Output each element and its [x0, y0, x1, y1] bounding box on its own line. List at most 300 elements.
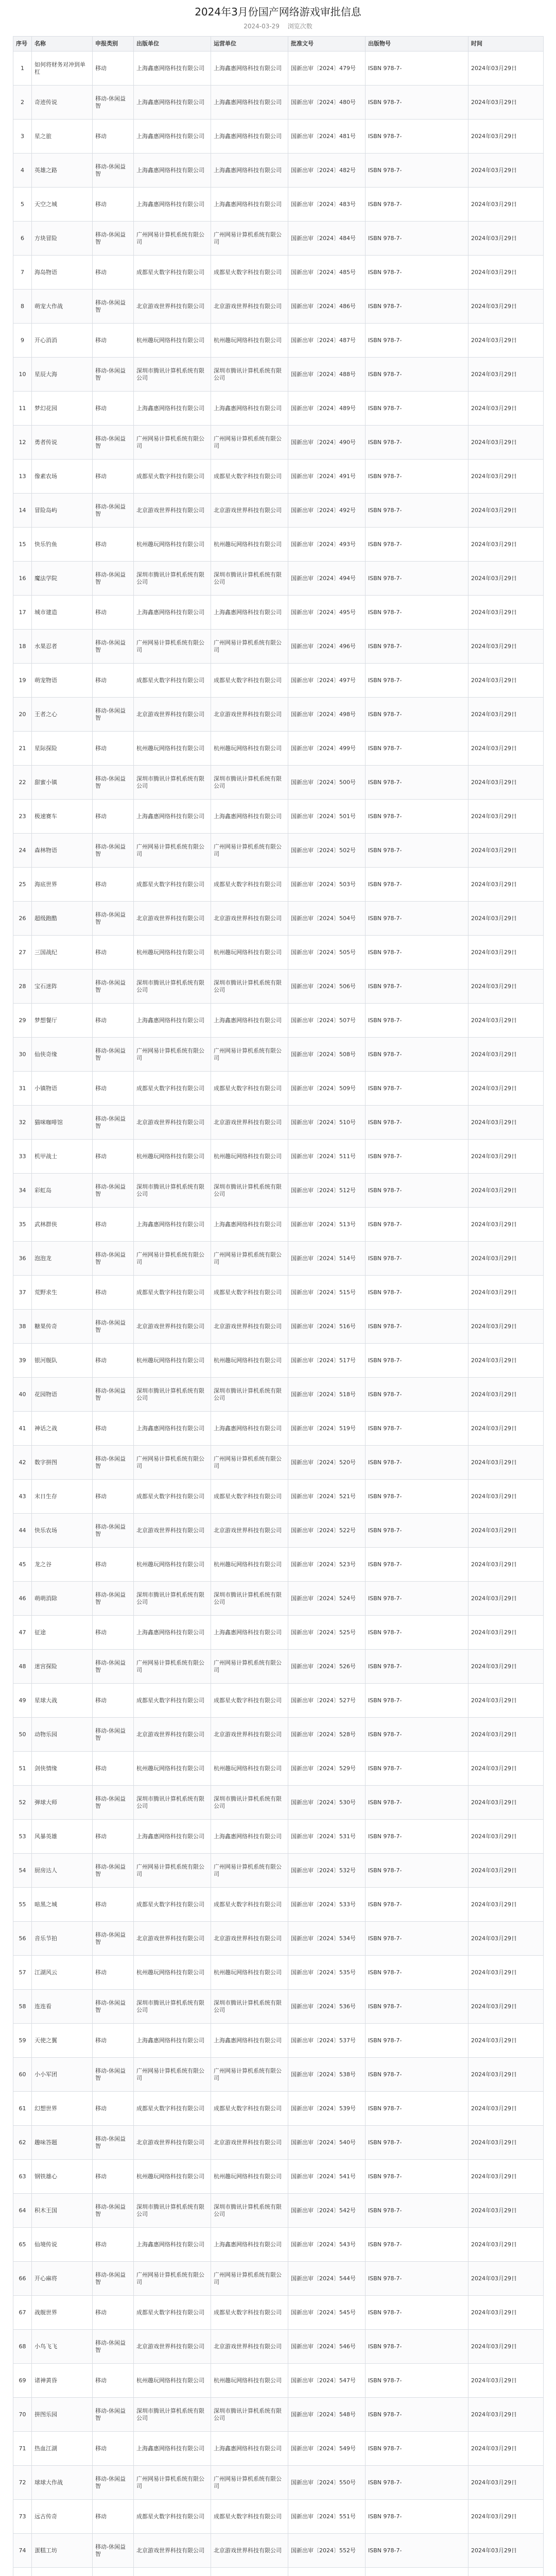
operator-cell: 广州网易计算机系统有限公司	[211, 834, 288, 868]
table-row	[13, 1174, 544, 1208]
table-row	[13, 2330, 544, 2364]
publication-number-cell: ISBN 978-7-	[366, 2534, 468, 2568]
operator-cell: 上海鑫惠网络科技有限公司	[211, 2432, 288, 2466]
operator-cell: 北京游戏世界科技有限公司	[211, 1718, 288, 1752]
row-index-cell: 42	[13, 1446, 32, 1480]
publication-number-cell: ISBN 978-7-	[366, 222, 468, 256]
game-name-cell: 迷宫探险	[32, 1650, 93, 1684]
game-name-cell: 积木王国	[32, 2194, 93, 2228]
approval-date-cell: 2024年03月29日	[468, 324, 544, 358]
category-cell: 移动	[93, 1004, 134, 1038]
publication-number-cell: ISBN 978-7-	[366, 2330, 468, 2364]
game-name-cell: 小鸟飞飞	[32, 2330, 93, 2364]
row-index-cell: 15	[13, 528, 32, 562]
publisher-cell: 上海鑫惠网络科技有限公司	[134, 2024, 211, 2058]
publisher-cell: 上海鑫惠网络科技有限公司	[134, 1820, 211, 1854]
game-name-cell: 梦幻花园	[32, 392, 93, 426]
row-index-cell: 47	[13, 1616, 32, 1650]
category-cell: 移动	[93, 1820, 134, 1854]
operator-cell: 杭州趣玩网络科技有限公司	[211, 1956, 288, 1990]
approval-date-cell: 2024年03月29日	[468, 1922, 544, 1956]
table-row	[13, 1004, 544, 1038]
table-row	[13, 1038, 544, 1072]
operator-cell: 上海鑫惠网络科技有限公司	[211, 1208, 288, 1242]
column-header-publisher: 出版单位	[134, 37, 211, 52]
approval-date-cell: 2024年03月29日	[468, 1854, 544, 1888]
approval-date-cell: 2024年03月29日	[468, 120, 544, 154]
game-name-cell: 热血江湖	[32, 2432, 93, 2466]
approval-number-cell: 国新出审〔2024〕506号	[288, 970, 366, 1004]
game-name-cell: 拼图乐园	[32, 2398, 93, 2432]
publication-number-cell: ISBN 978-7-	[366, 1242, 468, 1276]
operator-cell: 杭州趣玩网络科技有限公司	[211, 936, 288, 970]
approval-date-cell: 2024年03月29日	[468, 1004, 544, 1038]
table-row	[13, 188, 544, 222]
game-name-cell: 魔法学院	[32, 562, 93, 596]
approval-number-cell: 国新出审〔2024〕550号	[288, 2466, 366, 2500]
table-row	[13, 1888, 544, 1922]
row-index-cell: 74	[13, 2534, 32, 2568]
approval-date-cell: 2024年03月29日	[468, 460, 544, 494]
category-cell: 移动-休闲益智	[93, 1446, 134, 1480]
operator-cell	[211, 2568, 288, 2576]
approval-date-cell: 2024年03月29日	[468, 1276, 544, 1310]
approval-number-cell: 国新出审〔2024〕498号	[288, 698, 366, 732]
approval-date-cell: 2024年03月29日	[468, 1548, 544, 1582]
column-header-index: 序号	[13, 37, 32, 52]
game-name-cell: 萌萌消除	[32, 1582, 93, 1616]
publication-number-cell: ISBN 978-7-	[366, 2160, 468, 2194]
operator-cell: 上海鑫惠网络科技有限公司	[211, 1412, 288, 1446]
table-row	[13, 290, 544, 324]
game-name-cell: 厨房达人	[32, 1854, 93, 1888]
approval-number-cell: 国新出审〔2024〕503号	[288, 868, 366, 902]
game-name-cell: 宝石迷阵	[32, 970, 93, 1004]
publisher-cell: 深圳市腾讯计算机系统有限公司	[134, 1174, 211, 1208]
category-cell: 移动	[93, 2432, 134, 2466]
publisher-cell: 杭州趣玩网络科技有限公司	[134, 732, 211, 766]
approval-number-cell: 国新出审〔2024〕551号	[288, 2500, 366, 2534]
approval-number-cell: 国新出审〔2024〕484号	[288, 222, 366, 256]
publication-number-cell: ISBN 978-7-	[366, 1514, 468, 1548]
category-cell: 移动-休闲益智	[93, 1514, 134, 1548]
row-index-cell: 71	[13, 2432, 32, 2466]
game-name-cell: 荒野求生	[32, 1276, 93, 1310]
operator-cell: 上海鑫惠网络科技有限公司	[211, 188, 288, 222]
game-name-cell: 海岛物语	[32, 256, 93, 290]
approval-date-cell: 2024年03月29日	[468, 188, 544, 222]
row-index-cell: 10	[13, 358, 32, 392]
approval-date-cell: 2024年03月29日	[468, 2500, 544, 2534]
table-row	[13, 2296, 544, 2330]
table-row	[13, 1718, 544, 1752]
category-cell: 移动-休闲益智	[93, 2534, 134, 2568]
operator-cell: 北京游戏世界科技有限公司	[211, 2126, 288, 2160]
category-cell: 移动	[93, 188, 134, 222]
category-cell: 移动-休闲益智	[93, 2398, 134, 2432]
publisher-cell: 深圳市腾讯计算机系统有限公司	[134, 1786, 211, 1820]
approval-date-cell: 2024年03月29日	[468, 1174, 544, 1208]
operator-cell: 深圳市腾讯计算机系统有限公司	[211, 1378, 288, 1412]
publication-number-cell: ISBN 978-7-	[366, 1718, 468, 1752]
operator-cell: 上海鑫惠网络科技有限公司	[211, 1004, 288, 1038]
category-cell: 移动	[93, 2296, 134, 2330]
category-cell: 移动-休闲益智	[93, 1854, 134, 1888]
approval-number-cell: 国新出审〔2024〕543号	[288, 2228, 366, 2262]
row-index-cell: 11	[13, 392, 32, 426]
operator-cell: 杭州趣玩网络科技有限公司	[211, 324, 288, 358]
approval-date-cell: 2024年03月29日	[468, 1718, 544, 1752]
operator-cell: 成都星火数字科技有限公司	[211, 664, 288, 698]
table-row	[13, 1106, 544, 1140]
game-name-cell: 花园物语	[32, 1378, 93, 1412]
approval-date-cell: 2024年03月29日	[468, 1514, 544, 1548]
publisher-cell: 杭州趣玩网络科技有限公司	[134, 1548, 211, 1582]
game-name-cell: 动物乐园	[32, 1718, 93, 1752]
game-name-cell: 开心麻将	[32, 2262, 93, 2296]
table-row	[13, 1616, 544, 1650]
approval-date-cell: 2024年03月29日	[468, 596, 544, 630]
publisher-cell: 上海鑫惠网络科技有限公司	[134, 1412, 211, 1446]
category-cell: 移动-休闲益智	[93, 2058, 134, 2092]
table-row	[13, 2500, 544, 2534]
operator-cell: 成都星火数字科技有限公司	[211, 1888, 288, 1922]
row-index-cell: 60	[13, 2058, 32, 2092]
approval-date-cell: 2024年03月29日	[468, 2024, 544, 2058]
column-header-publication-number: 出版物号	[366, 37, 468, 52]
publication-number-cell: ISBN 978-7-	[366, 936, 468, 970]
category-cell: 移动	[93, 1616, 134, 1650]
operator-cell: 杭州趣玩网络科技有限公司	[211, 1344, 288, 1378]
row-index-cell: 16	[13, 562, 32, 596]
category-cell: 移动-休闲益智	[93, 1786, 134, 1820]
publication-number-cell: ISBN 978-7-	[366, 358, 468, 392]
table-row	[13, 2126, 544, 2160]
publication-number-cell: ISBN 978-7-	[366, 596, 468, 630]
category-cell: 移动-休闲益智	[93, 1038, 134, 1072]
approval-date-cell: 2024年03月29日	[468, 2092, 544, 2126]
row-index-cell: 21	[13, 732, 32, 766]
category-cell: 移动	[93, 1412, 134, 1446]
table-row	[13, 902, 544, 936]
game-name-cell: 暗黑之城	[32, 1888, 93, 1922]
row-index-cell: 67	[13, 2296, 32, 2330]
game-name-cell: 战舰世界	[32, 2296, 93, 2330]
operator-cell: 北京游戏世界科技有限公司	[211, 290, 288, 324]
row-index-cell: 55	[13, 1888, 32, 1922]
table-row	[13, 766, 544, 800]
operator-cell: 上海鑫惠网络科技有限公司	[211, 1820, 288, 1854]
publication-number-cell: ISBN 978-7-	[366, 1922, 468, 1956]
approval-date-cell: 2024年03月29日	[468, 1208, 544, 1242]
approval-number-cell: 国新出审〔2024〕502号	[288, 834, 366, 868]
table-row	[13, 1310, 544, 1344]
operator-cell: 杭州趣玩网络科技有限公司	[211, 528, 288, 562]
table-row	[13, 358, 544, 392]
game-name-cell: 小小军团	[32, 2058, 93, 2092]
approval-number-cell: 国新出审〔2024〕481号	[288, 120, 366, 154]
table-row	[13, 970, 544, 1004]
publisher-cell: 广州网易计算机系统有限公司	[134, 1854, 211, 1888]
publication-number-cell: ISBN 978-7-	[366, 494, 468, 528]
operator-cell: 上海鑫惠网络科技有限公司	[211, 596, 288, 630]
approval-number-cell: 国新出审〔2024〕533号	[288, 1888, 366, 1922]
row-index-cell: 37	[13, 1276, 32, 1310]
table-row	[13, 1650, 544, 1684]
publication-number-cell: ISBN 978-7-	[366, 1174, 468, 1208]
table-row	[13, 1922, 544, 1956]
publisher-cell: 北京游戏世界科技有限公司	[134, 2126, 211, 2160]
publication-number-cell: ISBN 978-7-	[366, 2194, 468, 2228]
publisher-cell: 杭州趣玩网络科技有限公司	[134, 1344, 211, 1378]
row-index-cell: 69	[13, 2364, 32, 2398]
game-name-cell: 英雄之路	[32, 154, 93, 188]
table-row	[13, 2568, 544, 2576]
category-cell: 移动	[93, 868, 134, 902]
game-name-cell: 萌宠物语	[32, 664, 93, 698]
category-cell: 移动-休闲益智	[93, 1922, 134, 1956]
operator-cell: 上海鑫惠网络科技有限公司	[211, 86, 288, 120]
views-label: 浏览次数	[287, 23, 312, 30]
publisher-cell: 北京游戏世界科技有限公司	[134, 1106, 211, 1140]
table-row	[13, 1344, 544, 1378]
approval-date-cell: 2024年03月29日	[468, 562, 544, 596]
approval-date-cell: 2024年03月29日	[468, 970, 544, 1004]
approval-number-cell: 国新出审〔2024〕515号	[288, 1276, 366, 1310]
approval-date-cell: 2024年03月29日	[468, 1480, 544, 1514]
approval-number-cell: 国新出审〔2024〕487号	[288, 324, 366, 358]
approval-date-cell: 2024年03月29日	[468, 1038, 544, 1072]
publication-number-cell: ISBN 978-7-	[366, 154, 468, 188]
approval-number-cell: 国新出审〔2024〕526号	[288, 1650, 366, 1684]
publisher-cell: 深圳市腾讯计算机系统有限公司	[134, 1990, 211, 2024]
category-cell: 移动-休闲益智	[93, 222, 134, 256]
operator-cell: 深圳市腾讯计算机系统有限公司	[211, 562, 288, 596]
table-row	[13, 1820, 544, 1854]
category-cell: 移动-休闲益智	[93, 2466, 134, 2500]
category-cell: 移动	[93, 732, 134, 766]
row-index-cell: 19	[13, 664, 32, 698]
column-header-approval-number: 批准文号	[288, 37, 366, 52]
publication-number-cell: ISBN 978-7-	[366, 1038, 468, 1072]
column-header-date: 时间	[468, 37, 544, 52]
row-index-cell	[13, 2568, 32, 2576]
publication-number-cell: ISBN 978-7-	[366, 834, 468, 868]
operator-cell: 上海鑫惠网络科技有限公司	[211, 154, 288, 188]
publisher-cell: 深圳市腾讯计算机系统有限公司	[134, 766, 211, 800]
approval-number-cell: 国新出审〔2024〕528号	[288, 1718, 366, 1752]
game-name-cell: 龙之谷	[32, 1548, 93, 1582]
publication-number-cell: ISBN 978-7-	[366, 1582, 468, 1616]
category-cell: 移动	[93, 460, 134, 494]
approval-date-cell: 2024年03月29日	[468, 256, 544, 290]
category-cell: 移动-休闲益智	[93, 834, 134, 868]
approval-number-cell: 国新出审〔2024〕500号	[288, 766, 366, 800]
publication-number-cell: ISBN 978-7-	[366, 902, 468, 936]
category-cell: 移动-休闲益智	[93, 902, 134, 936]
category-cell: 移动-休闲益智	[93, 630, 134, 664]
game-name-cell: 武林群侠	[32, 1208, 93, 1242]
publisher-cell: 上海鑫惠网络科技有限公司	[134, 52, 211, 86]
publisher-cell: 广州网易计算机系统有限公司	[134, 2262, 211, 2296]
approval-number-cell: 国新出审〔2024〕523号	[288, 1548, 366, 1582]
column-header-operator: 运营单位	[211, 37, 288, 52]
publication-number-cell: ISBN 978-7-	[366, 2432, 468, 2466]
publication-number-cell: ISBN 978-7-	[366, 970, 468, 1004]
row-index-cell: 1	[13, 52, 32, 86]
table-row	[13, 562, 544, 596]
row-index-cell: 63	[13, 2160, 32, 2194]
approval-date-cell: 2024年03月29日	[468, 902, 544, 936]
publication-number-cell: ISBN 978-7-	[366, 188, 468, 222]
approval-date-cell: 2024年03月29日	[468, 936, 544, 970]
approval-date-cell: 2024年03月29日	[468, 2058, 544, 2092]
approval-date-cell: 2024年03月29日	[468, 2466, 544, 2500]
category-cell: 移动	[93, 1684, 134, 1718]
approval-number-cell: 国新出审〔2024〕508号	[288, 1038, 366, 1072]
approval-number-cell: 国新出审〔2024〕549号	[288, 2432, 366, 2466]
publication-number-cell: ISBN 978-7-	[366, 2228, 468, 2262]
category-cell: 移动	[93, 1888, 134, 1922]
row-index-cell: 45	[13, 1548, 32, 1582]
publication-number-cell: ISBN 978-7-	[366, 1446, 468, 1480]
publisher-cell: 北京游戏世界科技有限公司	[134, 494, 211, 528]
publication-number-cell: ISBN 978-7-	[366, 1004, 468, 1038]
operator-cell: 深圳市腾讯计算机系统有限公司	[211, 2398, 288, 2432]
publisher-cell: 广州网易计算机系统有限公司	[134, 834, 211, 868]
approval-date-cell: 2024年03月29日	[468, 1650, 544, 1684]
publication-number-cell: ISBN 978-7-	[366, 2364, 468, 2398]
approval-date-cell: 2024年03月29日	[468, 290, 544, 324]
row-index-cell: 28	[13, 970, 32, 1004]
operator-cell: 北京游戏世界科技有限公司	[211, 698, 288, 732]
category-cell: 移动-休闲益智	[93, 154, 134, 188]
table-row	[13, 1242, 544, 1276]
approval-table	[13, 36, 544, 2576]
game-name-cell: 星之旅	[32, 120, 93, 154]
game-name-cell: 钢铁雄心	[32, 2160, 93, 2194]
category-cell: 移动	[93, 392, 134, 426]
approval-number-cell: 国新出审〔2024〕541号	[288, 2160, 366, 2194]
operator-cell: 杭州趣玩网络科技有限公司	[211, 2160, 288, 2194]
game-name-cell: 江湖风云	[32, 1956, 93, 1990]
operator-cell: 杭州趣玩网络科技有限公司	[211, 2364, 288, 2398]
approval-number-cell: 国新出审〔2024〕542号	[288, 2194, 366, 2228]
publication-number-cell: ISBN 978-7-	[366, 1820, 468, 1854]
game-name-cell: 剑侠情缘	[32, 1752, 93, 1786]
category-cell: 移动-休闲益智	[93, 1310, 134, 1344]
publisher-cell: 上海鑫惠网络科技有限公司	[134, 1004, 211, 1038]
approval-date-cell: 2024年03月29日	[468, 766, 544, 800]
row-index-cell: 8	[13, 290, 32, 324]
publisher-cell: 上海鑫惠网络科技有限公司	[134, 188, 211, 222]
game-name-cell: 连连看	[32, 1990, 93, 2024]
row-index-cell: 66	[13, 2262, 32, 2296]
game-name-cell: 机甲战士	[32, 1140, 93, 1174]
publication-number-cell: ISBN 978-7-	[366, 1854, 468, 1888]
row-index-cell: 3	[13, 120, 32, 154]
operator-cell: 广州网易计算机系统有限公司	[211, 1854, 288, 1888]
publisher-cell: 上海鑫惠网络科技有限公司	[134, 2228, 211, 2262]
publication-number-cell: ISBN 978-7-	[366, 1140, 468, 1174]
approval-date-cell: 2024年03月29日	[468, 1820, 544, 1854]
game-name-cell	[32, 2568, 93, 2576]
table-row	[13, 2432, 544, 2466]
publication-number-cell: ISBN 978-7-	[366, 2024, 468, 2058]
approval-number-cell: 国新出审〔2024〕531号	[288, 1820, 366, 1854]
game-name-cell: 彩虹岛	[32, 1174, 93, 1208]
publisher-cell: 北京游戏世界科技有限公司	[134, 1718, 211, 1752]
approval-date-cell: 2024年03月29日	[468, 1582, 544, 1616]
approval-number-cell: 国新出审〔2024〕535号	[288, 1956, 366, 1990]
category-cell: 移动	[93, 1480, 134, 1514]
table-row	[13, 460, 544, 494]
row-index-cell: 30	[13, 1038, 32, 1072]
approval-date-cell: 2024年03月29日	[468, 1242, 544, 1276]
row-index-cell: 35	[13, 1208, 32, 1242]
publisher-cell: 杭州趣玩网络科技有限公司	[134, 2364, 211, 2398]
publisher-cell: 成都星火数字科技有限公司	[134, 2500, 211, 2534]
row-index-cell: 5	[13, 188, 32, 222]
category-cell: 移动-休闲益智	[93, 2262, 134, 2296]
operator-cell: 上海鑫惠网络科技有限公司	[211, 800, 288, 834]
approval-number-cell: 国新出审〔2024〕491号	[288, 460, 366, 494]
operator-cell: 广州网易计算机系统有限公司	[211, 426, 288, 460]
table-row	[13, 630, 544, 664]
operator-cell: 成都星火数字科技有限公司	[211, 1072, 288, 1106]
approval-date-cell: 2024年03月29日	[468, 1446, 544, 1480]
game-name-cell: 快乐钓鱼	[32, 528, 93, 562]
operator-cell: 成都星火数字科技有限公司	[211, 460, 288, 494]
approval-number-cell: 国新出审〔2024〕480号	[288, 86, 366, 120]
publisher-cell: 成都星火数字科技有限公司	[134, 2092, 211, 2126]
table-row	[13, 154, 544, 188]
table-row	[13, 732, 544, 766]
table-row	[13, 1548, 544, 1582]
publication-number-cell: ISBN 978-7-	[366, 1786, 468, 1820]
approval-number-cell: 国新出审〔2024〕545号	[288, 2296, 366, 2330]
approval-number-cell: 国新出审〔2024〕544号	[288, 2262, 366, 2296]
publisher-cell: 成都星火数字科技有限公司	[134, 460, 211, 494]
row-index-cell: 9	[13, 324, 32, 358]
game-name-cell: 方块冒险	[32, 222, 93, 256]
operator-cell: 上海鑫惠网络科技有限公司	[211, 1616, 288, 1650]
row-index-cell: 49	[13, 1684, 32, 1718]
table-body	[13, 52, 544, 2576]
game-name-cell: 音乐节拍	[32, 1922, 93, 1956]
approval-number-cell: 国新出审〔2024〕495号	[288, 596, 366, 630]
publication-number-cell: ISBN 978-7-	[366, 2466, 468, 2500]
row-index-cell: 61	[13, 2092, 32, 2126]
publication-number-cell: ISBN 978-7-	[366, 1888, 468, 1922]
operator-cell: 广州网易计算机系统有限公司	[211, 630, 288, 664]
game-name-cell: 小镇物语	[32, 1072, 93, 1106]
game-name-cell: 极速赛车	[32, 800, 93, 834]
row-index-cell: 57	[13, 1956, 32, 1990]
row-index-cell: 29	[13, 1004, 32, 1038]
approval-date-cell: 2024年03月29日	[468, 732, 544, 766]
row-index-cell: 73	[13, 2500, 32, 2534]
game-name-cell: 如何将财务对冲到单杠	[32, 52, 93, 86]
approval-number-cell: 国新出审〔2024〕529号	[288, 1752, 366, 1786]
table-row	[13, 2194, 544, 2228]
row-index-cell: 7	[13, 256, 32, 290]
approval-number-cell: 国新出审〔2024〕479号	[288, 52, 366, 86]
column-header-category: 申报类别	[93, 37, 134, 52]
category-cell: 移动	[93, 1072, 134, 1106]
operator-cell: 成都星火数字科技有限公司	[211, 1480, 288, 1514]
game-name-cell: 超级跑酷	[32, 902, 93, 936]
